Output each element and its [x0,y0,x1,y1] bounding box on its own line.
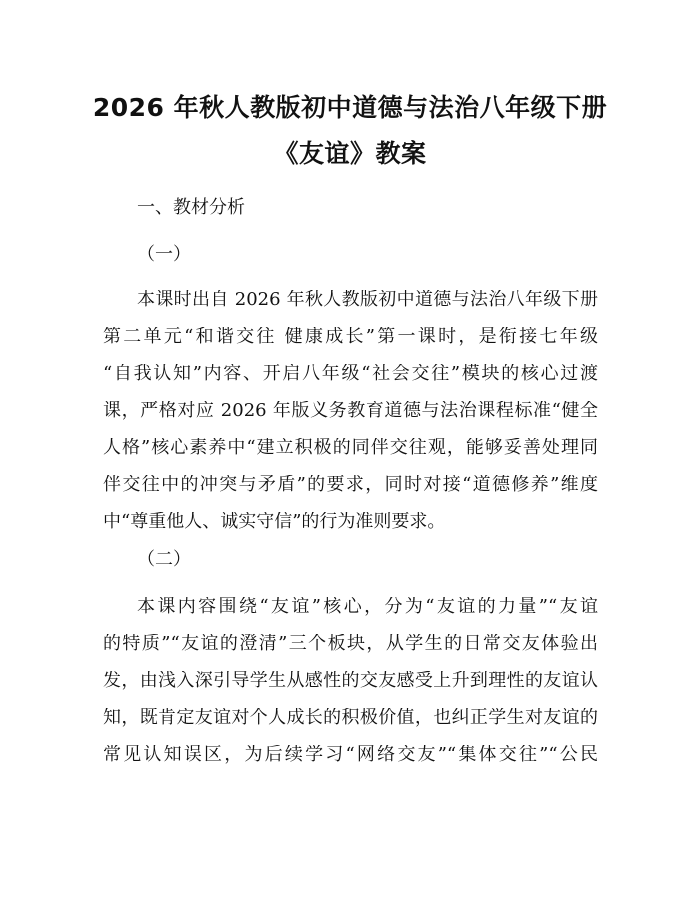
paragraph-2-line: 发，由浅入深引导学生从感性的交友感受上升到理性的友谊认 [103,671,598,691]
paragraph-2-line: 的特质”“友谊的澄清”三个板块，从学生的日常交友体验出 [103,634,598,654]
paragraph-1-line: “自我认知”内容、开启八年级“社会交往”模块的核心过渡 [103,364,598,384]
document-title-line-2: 《友谊》教案 [273,139,427,168]
paragraph-2-line: 知，既肯定友谊对个人成长的积极价值，也纠正学生对友谊的 [103,708,598,728]
paragraph-1-line: 中“尊重他人、诚实守信”的行为准则要求。 [103,512,446,532]
paragraph-1-line: 第二单元“和谐交往 健康成长”第一课时，是衔接七年级 [103,327,598,347]
paragraph-1-line: 伴交往中的冲突与矛盾”的要求，同时对接“道德修养”维度 [103,475,598,495]
sub-heading-2: （二） [137,549,191,570]
paragraph-1-line: 本课时出自 2026 年秋人教版初中道德与法治八年级下册 [137,290,598,310]
sub-heading-1: （一） [137,244,191,265]
paragraph-2-line: 本课内容围绕“友谊”核心，分为“友谊的力量”“友谊 [137,597,598,617]
paragraph-1-line: 人格”核心素养中“建立积极的同伴交往观，能够妥善处理同 [103,438,598,458]
section-heading: 一、教材分析 [137,197,245,218]
paragraph-1-line: 课，严格对应 2026 年版义务教育道德与法治课程标准“健全 [103,401,598,421]
paragraph-2-line: 常见认知误区，为后续学习“网络交友”“集体交往”“公民 [103,745,598,765]
document-title-line-1: 2026 年秋人教版初中道德与法治八年级下册 [92,93,608,122]
